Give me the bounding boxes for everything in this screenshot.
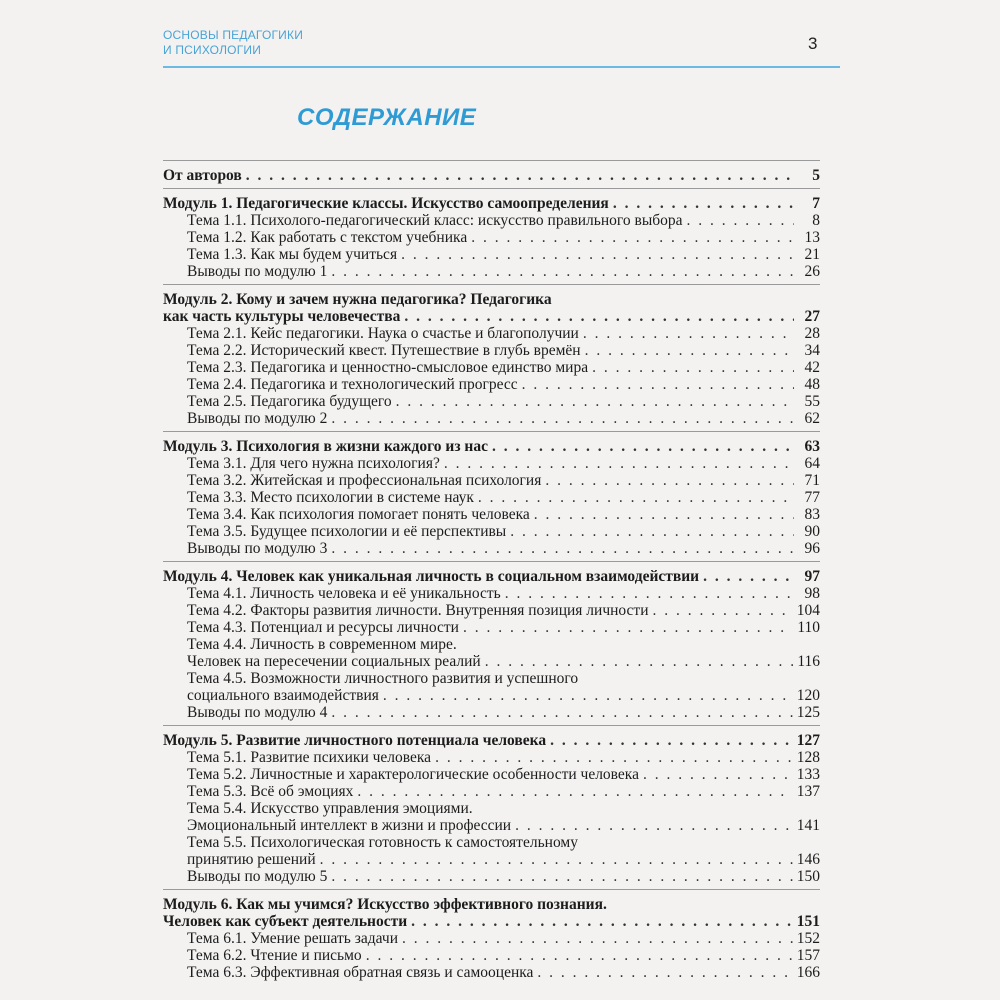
toc-entry[interactable]: Тема 5.3. Всё об эмоциях . . . 137 [163,782,820,801]
toc-separator [163,160,820,161]
toc-entry[interactable]: Тема 4.1. Личность человека и её уникальность . . . 98 [163,584,820,603]
toc-entry[interactable]: принятию решений . . . 146 [163,850,820,869]
toc-entry[interactable]: Тема 3.3. Место психологии в системе наук . . . 77 [163,488,820,507]
toc-entry[interactable]: Тема 1.3. Как мы будем учиться . . . 21 [163,245,820,264]
toc-entry[interactable]: Тема 3.5. Будущее психологии и её перспективы . . . 90 [163,522,820,541]
toc-module-3[interactable]: Модуль 3. Психология в жизни каждого из нас . . . 63 [163,437,820,456]
toc-entry-line-1[interactable]: Тема 4.4. Личность в современном мире. [187,636,457,653]
toc-entry[interactable]: Тема 3.1. Для чего нужна психология? . . . 64 [163,454,820,473]
toc-module-2[interactable]: как часть культуры человечества . . . 27 [163,307,820,326]
toc-module-1[interactable]: Модуль 1. Педагогические классы. Искусство самоопределения . . . 7 [163,194,820,213]
toc-separator [163,725,820,726]
toc-separator [163,188,820,189]
toc-entry[interactable]: Тема 6.1. Умение решать задачи . . . 152 [163,929,820,948]
series-title [163,28,303,58]
toc-entry[interactable]: Выводы по модулю 1 . . . 26 [163,262,820,281]
toc-entry[interactable]: Тема 2.5. Педагогика будущего . . . 55 [163,392,820,411]
toc-entry[interactable]: Тема 6.3. Эффективная обратная связь и самооценка . . . 166 [163,963,820,982]
toc-entry[interactable]: Человек на пересечении социальных реалий . . . 116 [163,652,820,671]
toc-separator [163,284,820,285]
toc-entry[interactable]: Тема 3.4. Как психология помогает понять человека . . . 83 [163,505,820,524]
toc-entry-line-1[interactable]: Тема 4.5. Возможности личностного развития и успешного [187,670,579,687]
toc-module-2-title-line-1[interactable]: Модуль 2. Кому и зачем нужна педагогика? Педагогика [163,291,552,308]
page-title: СОДЕРЖАНИЕ [297,104,477,131]
series-title-line-2: И ПСИХОЛОГИИ [163,43,262,57]
toc-module-5[interactable]: Модуль 5. Развитие личностного потенциала человека . . . 127 [163,731,820,750]
toc-entry[interactable]: Тема 1.2. Как работать с текстом учебника . . . 13 [163,228,820,247]
page-number: 3 [808,34,818,53]
toc-entry-line-1[interactable]: Тема 5.4. Искусство управления эмоциями. [187,800,473,817]
toc-entry[interactable]: Тема 5.1. Развитие психики человека . . . 128 [163,748,820,767]
toc-separator [163,431,820,432]
toc-module-6-title-line-1[interactable]: Модуль 6. Как мы учимся? Искусство эффективного познания. [163,896,607,913]
header-rule [163,66,840,68]
toc-entry[interactable]: Тема 2.3. Педагогика и ценностно-смысловое единство мира . . . 42 [163,358,820,377]
toc-entry[interactable]: Тема 4.3. Потенциал и ресурсы личности . . . 110 [163,618,820,637]
toc-entry[interactable]: Тема 6.2. Чтение и письмо . . . 157 [163,946,820,965]
toc-entry[interactable]: Тема 5.2. Личностные и характерологические особенности человека . . . 133 [163,765,820,784]
toc-entry[interactable]: Тема 2.1. Кейс педагогики. Наука о счастье и благополучии . . . 28 [163,324,820,343]
toc-entry[interactable]: Выводы по модулю 4 . . . 125 [163,703,820,722]
toc-separator [163,561,820,562]
toc-entry[interactable]: Тема 3.2. Житейская и профессиональная психология . . . 71 [163,471,820,490]
series-title-line-1: ОСНОВЫ ПЕДАГОГИКИ [163,28,304,42]
toc-entry[interactable]: Выводы по модулю 5 . . . 150 [163,867,820,886]
toc-entry[interactable]: Тема 4.2. Факторы развития личности. Внутренняя позиция личности . . . 104 [163,601,820,620]
toc-entry[interactable]: социального взаимодействия . . . 120 [163,686,820,705]
toc-module-6[interactable]: Человек как субъект деятельности . . . 151 [163,912,820,931]
toc-entry-authors[interactable]: От авторов . . . 5 [163,166,820,185]
toc-separator [163,889,820,890]
toc-entry[interactable]: Выводы по модулю 3 . . . 96 [163,539,820,558]
toc-entry[interactable]: Эмоциональный интеллект в жизни и профессии . . . 141 [163,816,820,835]
toc-entry[interactable]: Тема 1.1. Психолого-педагогический класс: искусство правильного выбора . . . 8 [163,211,820,230]
toc-entry[interactable]: Тема 2.2. Исторический квест. Путешествие в глубь времён . . . 34 [163,341,820,360]
toc-entry[interactable]: Тема 2.4. Педагогика и технологический прогресс . . . 48 [163,375,820,394]
toc-entry[interactable]: Выводы по модулю 2 . . . 62 [163,409,820,428]
toc-module-4[interactable]: Модуль 4. Человек как уникальная личность в социальном взаимодействии . . . 97 [163,567,820,586]
toc-entry-line-1[interactable]: Тема 5.5. Психологическая готовность к самостоятельному [187,834,578,851]
